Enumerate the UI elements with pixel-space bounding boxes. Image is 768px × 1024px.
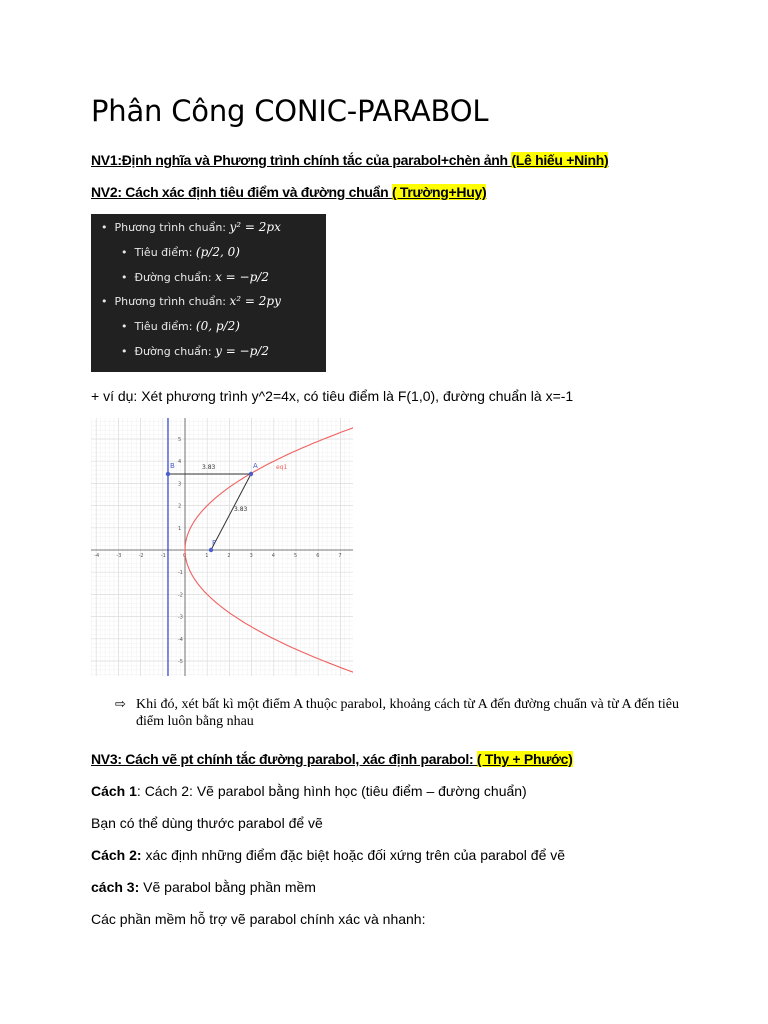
x-tick-label: 1 bbox=[205, 553, 209, 559]
task-nv2 bbox=[91, 184, 486, 200]
x-tick-label: -4 bbox=[94, 553, 100, 559]
task-nv1-text: NV1:Định nghĩa và Phương trình chính tắc của parabol+chèn ảnh bbox=[91, 152, 512, 168]
x-tick-label: -3 bbox=[116, 553, 122, 559]
formula-label: Đường chuẩn: bbox=[134, 345, 216, 358]
bullet-icon: • bbox=[121, 246, 128, 259]
point-B bbox=[166, 472, 170, 476]
task-nv3 bbox=[91, 751, 573, 767]
formula-line-2 bbox=[121, 245, 240, 259]
y-tick-label: 1 bbox=[178, 525, 182, 532]
formula-math: x² = 2py bbox=[229, 294, 281, 308]
parabol-graph bbox=[91, 418, 353, 676]
task-nv2-text: NV2: Cách xác định tiêu điểm và đường chuẩn bbox=[91, 184, 392, 200]
x-tick-label: 6 bbox=[316, 553, 320, 559]
formula-label: Phương trình chuẩn: bbox=[114, 295, 230, 308]
label-dist-diag: 3.83 bbox=[234, 506, 248, 513]
arrow-bullet-icon: ⇨ bbox=[115, 696, 126, 711]
x-tick-label: 7 bbox=[338, 553, 342, 559]
label-eq1: eq1 bbox=[276, 464, 288, 471]
y-tick-label: -5 bbox=[178, 659, 183, 665]
formula-math: (0, p/2) bbox=[195, 319, 240, 333]
x-tick-label: 0 bbox=[183, 553, 187, 559]
x-tick-label: 3 bbox=[249, 553, 253, 559]
label-F: F bbox=[212, 539, 217, 547]
method-2-label: Cách 2: bbox=[91, 847, 142, 863]
method-3-text: Vẽ parabol bằng phần mềm bbox=[139, 879, 316, 895]
formula-line-3 bbox=[121, 270, 269, 284]
method-1 bbox=[91, 783, 527, 799]
page-title: Phân Công CONIC-PARABOL bbox=[91, 94, 489, 128]
formula-label: Phương trình chuẩn: bbox=[114, 221, 230, 234]
ruler-line: Bạn có thể dùng thước parabol để vẽ bbox=[91, 815, 323, 831]
task-nv3-assignee: ( Thy + Phước) bbox=[476, 751, 573, 767]
formula-label: Đường chuẩn: bbox=[134, 271, 216, 284]
y-tick-label: 2 bbox=[178, 503, 182, 510]
method-1-text: : Cách 2: Vẽ parabol bằng hình học (tiêu điểm – đường chuẩn) bbox=[136, 783, 527, 799]
task-nv1-assignee: (Lê hiếu +Ninh) bbox=[511, 152, 609, 168]
example-line: + ví dụ: Xét phương trình y^2=4x, có tiêu điểm là F(1,0), đường chuẩn là x=-1 bbox=[91, 388, 574, 404]
y-tick-label: 4 bbox=[178, 459, 182, 466]
y-tick-label: -3 bbox=[178, 614, 183, 621]
label-A: A bbox=[253, 462, 258, 470]
bullet-icon: • bbox=[121, 345, 128, 358]
x-tick-label: 4 bbox=[271, 553, 275, 559]
y-tick-label: 5 bbox=[178, 437, 182, 443]
label-B: B bbox=[170, 462, 175, 470]
formula-line-1 bbox=[101, 220, 281, 234]
formula-math: y = −p/2 bbox=[215, 344, 269, 358]
formula-math: (p/2, 0) bbox=[195, 245, 240, 259]
point-F bbox=[209, 548, 213, 552]
formula-math: x = −p/2 bbox=[215, 270, 269, 284]
formula-line-4 bbox=[101, 294, 281, 308]
method-2-text: xác định những điểm đặc biệt hoặc đối xứng trên của parabol để vẽ bbox=[141, 847, 566, 863]
formula-image bbox=[91, 214, 326, 372]
y-tick-label: 3 bbox=[178, 481, 182, 488]
y-tick-label: -2 bbox=[178, 592, 183, 599]
note-text: Khi đó, xét bất kì một điểm A thuộc parabol, khoảng cách từ A đến đường chuẩn và từ A đến tiêu điểm luôn bằng nhau bbox=[136, 697, 680, 729]
y-tick-label: -4 bbox=[178, 636, 183, 643]
y-tick-label: -1 bbox=[178, 570, 183, 577]
formula-label: Tiêu điểm: bbox=[134, 320, 196, 333]
label-dist-top: 3.83 bbox=[202, 464, 216, 471]
formula-math: y² = 2px bbox=[229, 220, 281, 234]
formula-label: Tiêu điểm: bbox=[134, 246, 196, 259]
x-tick-label: 5 bbox=[294, 553, 298, 559]
bullet-icon: • bbox=[121, 320, 128, 333]
bullet-icon: • bbox=[101, 221, 108, 234]
software-line: Các phần mềm hỗ trợ vẽ parabol chính xác và nhanh: bbox=[91, 911, 426, 927]
formula-line-6 bbox=[121, 344, 269, 358]
point-A bbox=[249, 472, 253, 476]
bullet-icon: • bbox=[121, 271, 128, 284]
method-3 bbox=[91, 879, 316, 895]
task-nv2-assignee: ( Trường+Huy) bbox=[391, 184, 487, 200]
formula-line-5 bbox=[121, 319, 240, 333]
x-tick-label: 2 bbox=[227, 553, 231, 559]
method-3-label: cách 3: bbox=[91, 879, 140, 895]
method-2 bbox=[91, 847, 565, 863]
task-nv3-text: NV3: Cách vẽ pt chính tắc đường parabol, xác định parabol: bbox=[91, 751, 477, 767]
method-1-label: Cách 1 bbox=[91, 783, 137, 799]
bullet-icon: • bbox=[101, 295, 108, 308]
x-tick-label: -2 bbox=[138, 553, 144, 559]
task-nv1 bbox=[91, 152, 608, 168]
x-tick-label: -1 bbox=[160, 553, 166, 559]
